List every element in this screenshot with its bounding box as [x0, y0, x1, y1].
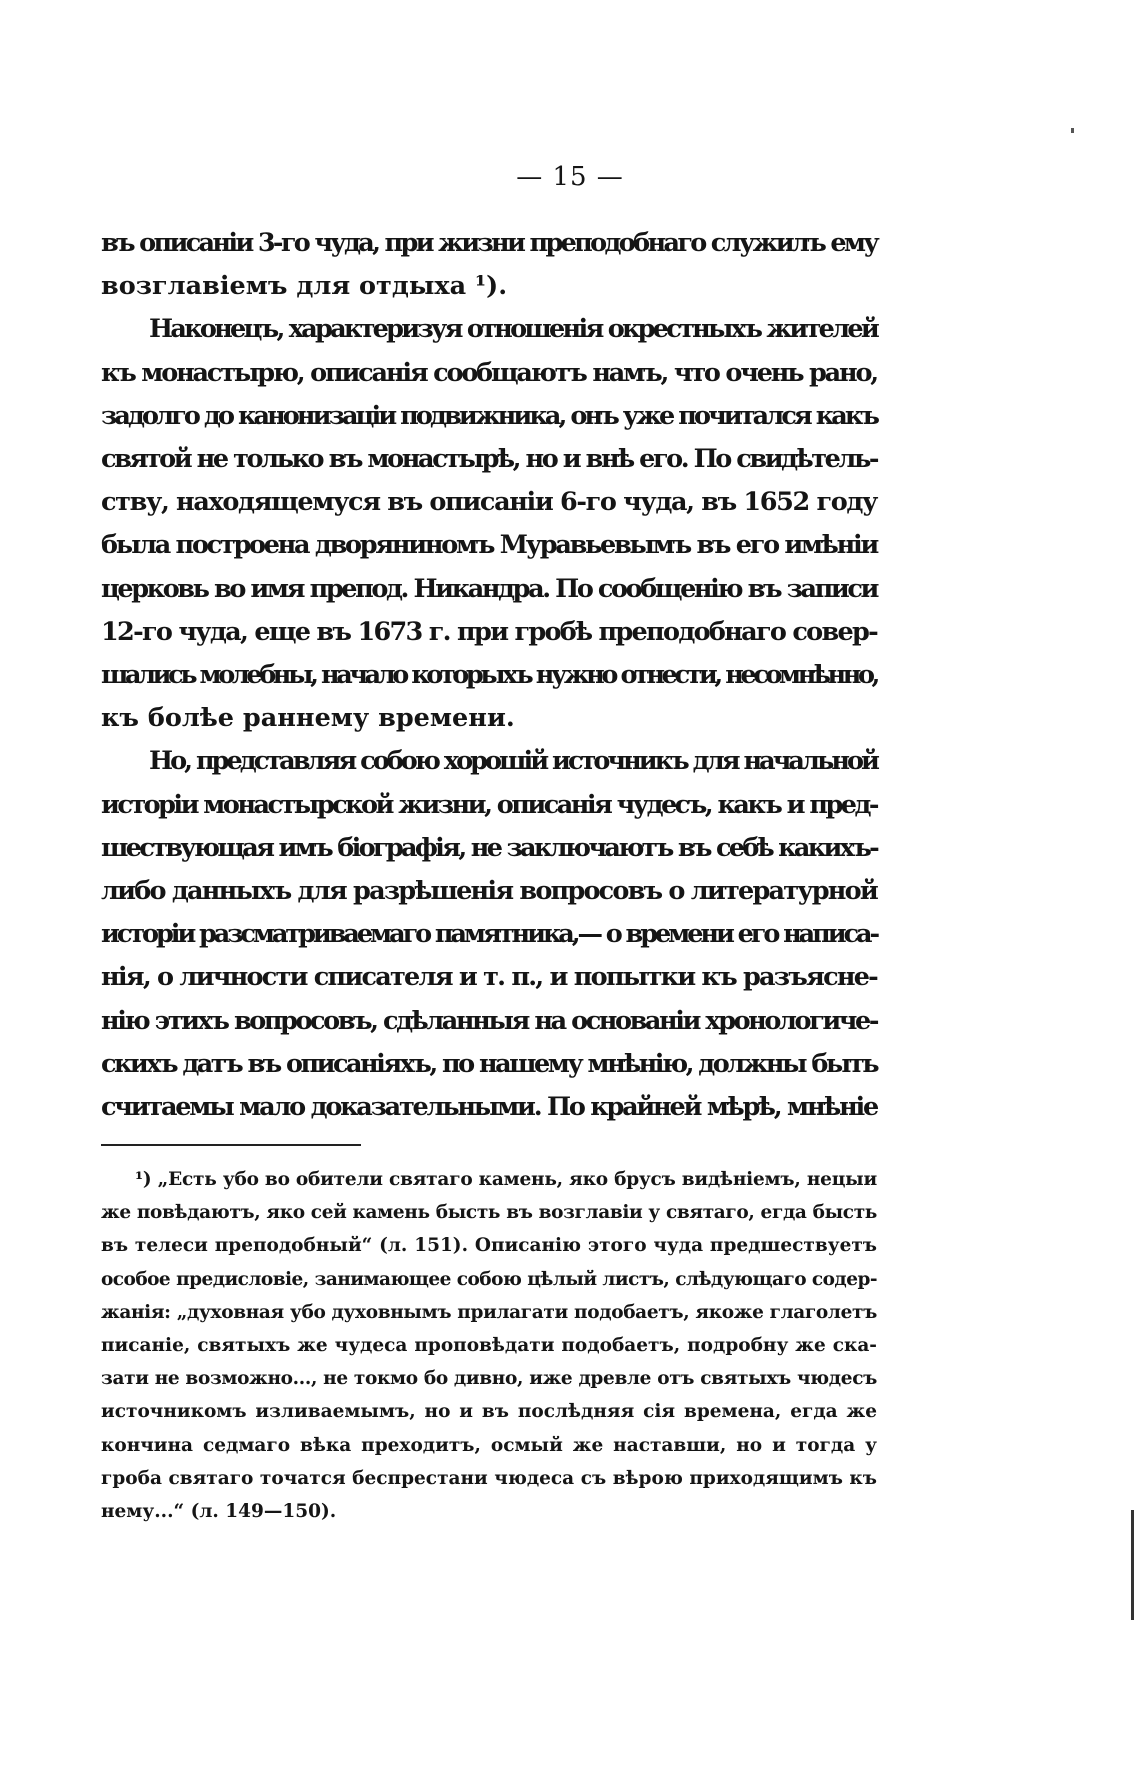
text-line: къ болѣе раннему времени. [101, 703, 515, 734]
text-line: исторіи разсматриваемаго памятника,— о времени его написа- [101, 919, 877, 950]
text-line: 12-го чуда, еще въ 1673 г. при гробѣ преподобнаго совер- [101, 616, 877, 647]
text-line: либо данныхъ для разрѣшенія вопросовъ о литературной [101, 876, 877, 907]
text-line: скихъ датъ въ описаніяхъ, по нашему мнѣнію, должны быть [101, 1048, 877, 1079]
text-line: возглавіемъ для отдыха ¹). [101, 271, 508, 302]
text-line: шались молебны, начало которыхъ нужно отнести, несомнѣнно, [101, 660, 877, 691]
text-line: святой не только въ монастырѣ, но и внѣ его. По свидѣтель- [101, 444, 877, 475]
text-line: исторіи монастырской жизни, описанія чудесъ, какъ и пред- [101, 789, 877, 820]
page-number: — 15 — [516, 162, 624, 192]
paragraph-start-line: Наконецъ, характеризуя отношенія окрестныхъ жителей [149, 314, 877, 345]
footnote [101, 1163, 877, 1528]
text-line: ству, находящемуся въ описаніи 6-го чуда, въ 1652 году [101, 487, 877, 518]
footnote-line: же повѣдаютъ, яко сей камень бысть въ возглавіи у святаго, егда бысть [101, 1202, 877, 1224]
footnote-line: жанія: „духовная убо духовнымъ прилагати подобаетъ, якоже глаголетъ [101, 1301, 877, 1323]
scan-speck [1071, 128, 1074, 133]
footnote-line: источникомъ изливаемымъ, но и въ послѣдняя сія времена, егда же [101, 1401, 877, 1423]
footnote-line: гроба святаго точатся беспрестани чюдеса съ вѣрою приходящимъ къ [101, 1467, 877, 1489]
footnote-line: нему...“ (л. 149—150). [101, 1501, 337, 1523]
text-line: къ монастырю, описанія сообщаютъ намъ, что очень рано, [101, 357, 877, 388]
text-line: въ описаніи 3-го чуда, при жизни преподобнаго служилъ ему [101, 228, 878, 258]
text-line: задолго до канонизаціи подвижника, онъ уже почитался какъ [101, 400, 877, 431]
text-line: была построена двоpяниномъ Муравьевымъ въ его имѣніи [101, 530, 877, 561]
scan-edge-mark [1131, 1510, 1134, 1620]
text-line: считаемы мало доказательными. По крайней мѣрѣ, мнѣніе [101, 1092, 877, 1123]
text-line: нію этихъ вопросовъ, сдѣланныя на основаніи хронологиче- [101, 1005, 877, 1036]
text-line: шествующая имъ біографія, не заключаютъ въ себѣ какихъ- [101, 832, 877, 863]
footnote-line: писаніе, святыхъ же чудеса проповѣдати подобаетъ, подробну же ска- [101, 1335, 877, 1357]
text-line: нія, о личности списателя и т. п., и попытки къ разъясне- [101, 962, 877, 993]
footnote-separator [101, 1144, 361, 1146]
footnote-line: особое предисловіе, занимающее собою цѣлый листъ, слѣдующаго содер- [101, 1268, 877, 1290]
text-line: церковь во имя препод. Никандра. По сообщенію въ записи [101, 573, 877, 604]
paragraph-start-line: Но, представляя собою хорошій источникъ для начальной [149, 746, 877, 777]
footnote-line: въ телеси преподобный“ (л. 151). Описанію этого чуда предшествуетъ [101, 1235, 877, 1257]
footnote-line: зати не возможно..., не токмо бо дивно, иже древле отъ святыхъ чюдесъ [101, 1368, 877, 1390]
footnote-line: ¹) „Есть убо во обители святаго камень, яко брусъ видѣніемъ, нецыи [135, 1169, 877, 1190]
footnote-line: кончина седмаго вѣка преходитъ, осмый же наставши, но и тогда у [101, 1434, 877, 1456]
main-text-body [101, 222, 877, 1129]
